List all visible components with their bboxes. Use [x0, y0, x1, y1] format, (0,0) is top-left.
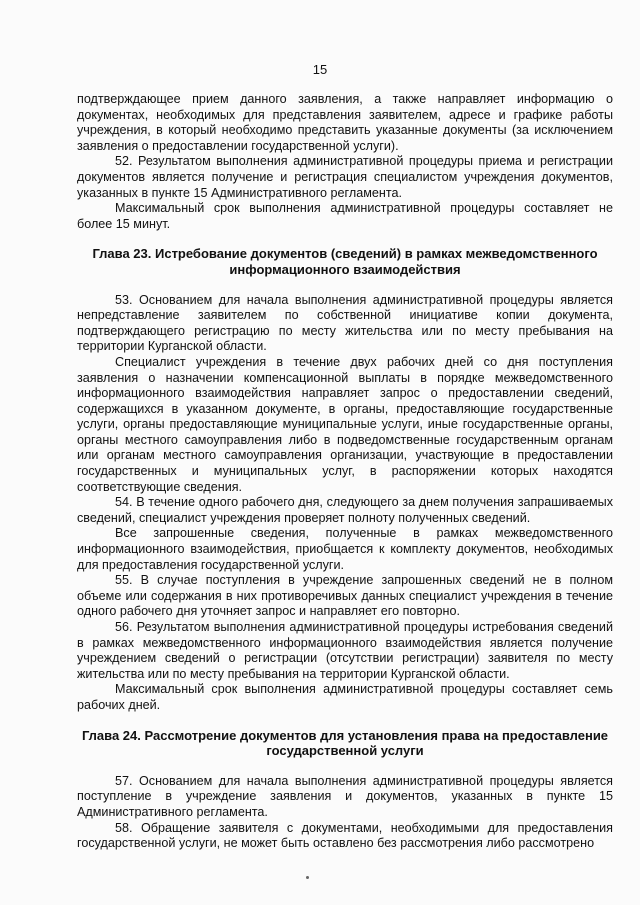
scan-speck [306, 876, 309, 879]
spacer [77, 714, 613, 728]
paragraph-54: 54. В течение одного рабочего дня, следующего за днем получения запрашиваемых сведений, специалист учреждения проверяет полноту полученных сведений. [77, 495, 613, 525]
paragraph-52: 52. Результатом выполнения административной процедуры приема и регистрации документов является получение и регистрация специалистом учреждения документов, указанных в пункте 15 Административного регламента. [77, 154, 613, 200]
paragraph-55: 55. В случае поступления в учреждение запрошенных сведений не в полном объеме или содержания в них противоречивых данных специалист учреждения в течение одного рабочего дня уточняет запрос и направляет его повторно. [77, 573, 613, 619]
page-number: 15 [312, 62, 328, 77]
paragraph-specialist-request: Специалист учреждения в течение двух рабочих дней со дня поступления заявления о назначении компенсационной выплаты в порядке межведомственного информационного взаимодействия направляет запрос о предоставлении сведений, содержащихся в указанном документе, в органы, предоставляющие государственные услуги, органы предоставляющие муниципальные услуги, иные государственные органы, органы местного самоуправления либо в подведомственные государственным органам или органам местного самоуправления организации, участвующие в предоставлении государственных и муниципальных услуг, в распоряжении которых находятся соответствующие сведения. [77, 354, 613, 494]
document-body [77, 92, 613, 852]
paragraph-56: 56. Результатом выполнения административной процедуры истребования сведений в рамках межведомственного информационного взаимодействия является получение учреждением сведений о регистрации (отсутствии регистрации) заявителя по месту жительства или по месту пребывания на территории Курганской области. [77, 620, 613, 681]
chapter-24-heading: Глава 24. Рассмотрение документов для установления права на предоставление государственной услуги [81, 727, 609, 759]
paragraph-all-requested-info: Все запрошенные сведения, полученные в рамках межведомственного информационного взаимодействия, приобщается к комплекту документов, необходимых для предоставления государственной услуги. [77, 526, 613, 572]
paragraph-continuation: подтверждающее прием данного заявления, а также направляет информацию о документах, необходимых для представления заявителем, адресе и графике работы учреждения, в который необходимо представить указанные документы (за исключением заявления о предоставлении государственной услуги). [77, 92, 613, 153]
paragraph-max-time-7-days: Максимальный срок выполнения административной процедуры составляет семь рабочих дней. [77, 682, 613, 712]
paragraph-53: 53. Основанием для начала выполнения административной процедуры является непредставление заявителем по собственной инициативе копии документа, подтверждающего регистрацию по месту жительства или по месту пребывания на территории Курганской области. [77, 292, 613, 354]
paragraph-58: 58. Обращение заявителя с документами, необходимыми для предоставления государственной услуги, не может быть оставлено без рассмотрения либо рассмотрено [77, 820, 613, 851]
paragraph-57: 57. Основанием для начала выполнения административной процедуры является поступление в учреждение заявления и документов, указанных в пункте 15 Административного регламента. [77, 773, 613, 819]
spacer [77, 759, 613, 774]
spacer [77, 232, 613, 246]
chapter-23-heading: Глава 23. Истребование документов (сведений) в рамках межведомственного информационного взаимодействия [92, 246, 598, 277]
paragraph-max-time-15-min: Максимальный срок выполнения административной процедуры составляет не более 15 минут. [77, 201, 613, 231]
spacer [77, 278, 613, 293]
